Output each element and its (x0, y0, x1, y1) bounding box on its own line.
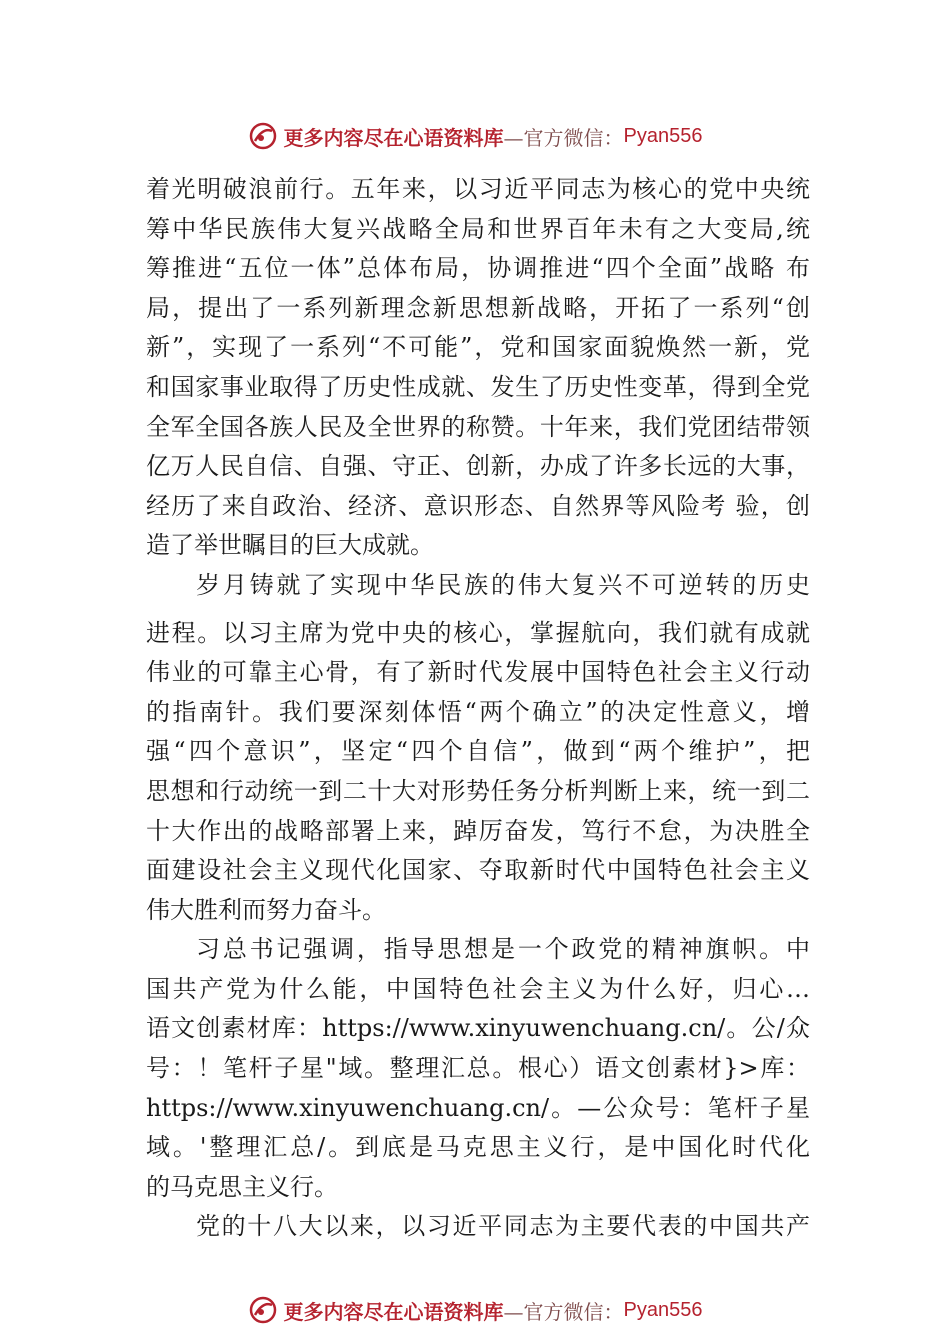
text-line: 的指南针。我们要深刻体悟“两个确立”的决定性意义，增 (146, 697, 810, 726)
text-line: 局，提出了一系列新理念新思想新战略，开拓了一系列“创 (146, 293, 810, 322)
header-banner-wechat-label: —官方微信： (503, 125, 624, 150)
text-line: 造了举世瞩目的巨大成就。 (146, 531, 434, 560)
text-line: 思想和行动统一到二十大对形势任务分析判断上来，统一到二 (146, 776, 810, 805)
text-line: 伟业的可靠主心骨，有了新时代发展中国特色社会主义行动 (146, 658, 810, 687)
text-line: 习总书记强调，指导思想是一个政党的精神旗帜。中 (196, 935, 810, 964)
text-line: 十大作出的战略部署上来，踔厉奋发，笃行不怠，为决胜全 (146, 816, 810, 845)
footer-banner-wechat-label: —官方微信： (503, 1299, 624, 1324)
text-line: 强“四个意识”，坚定“四个自信”，做到“两个维护”，把 (146, 737, 810, 766)
footer-banner-wechat-id: Pyan556 (623, 1298, 703, 1321)
text-line: 全军全国各族人民及全世界的称赞。十年来，我们党团结带领 (146, 412, 810, 441)
header-banner (0, 116, 950, 156)
text-line: 筹中华民族伟大复兴战略全局和世界百年未有之大变局,统 (146, 214, 810, 243)
text-line: 和国家事业取得了历史性成就、发生了历史性变革，得到全党 (146, 372, 810, 401)
footer-banner (0, 1290, 950, 1330)
text-line: 新”，实现了一系列“不可能”，党和国家面貌焕然一新，党 (146, 333, 810, 362)
text-line: 号：！笔杆子星"域。整理汇总。根心）语文创素材}>库： (146, 1054, 810, 1083)
text-line: 岁月铸就了实现中华民族的伟大复兴不可逆转的历史 (196, 570, 810, 599)
text-line: 筹推进“五位一体”总体布局，协调推进“四个全面”战略 布 (146, 254, 810, 283)
text-line: 的马克思主义行。 (146, 1172, 338, 1201)
header-banner-wechat-id: Pyan556 (623, 124, 703, 147)
logo-icon (248, 121, 278, 151)
footer-banner-title: 更多内容尽在心语资料库 (283, 1299, 504, 1324)
text-line: 面建设社会主义现代化国家、夺取新时代中国特色社会主义 (146, 856, 810, 885)
text-line: 经历了来自政治、经济、意识形态、自然界等风险考 验，创 (146, 491, 810, 520)
text-line: 国共产党为什么能，中国特色社会主义为什么好，归心… (146, 974, 810, 1003)
text-line: 着光明破浪前行。五年来，以习近平同志为核心的党中央统 (146, 175, 810, 203)
text-line: 亿万人民自信、自强、守正、创新，办成了许多长远的大事， (146, 452, 810, 481)
logo-icon (248, 1295, 278, 1325)
text-line: 党的十八大以来，以习近平同志为主要代表的中国共产 (196, 1212, 810, 1241)
header-banner-title: 更多内容尽在心语资料库 (283, 125, 504, 150)
text-line: 域。'整理汇总/。到底是马克思主义行，是中国化时代化 (146, 1133, 810, 1162)
text-line: 伟大胜利而努力奋斗。 (146, 895, 386, 924)
text-line: https://www.xinyuwenchuang.cn/。—公众号：笔杆子星 (146, 1093, 810, 1122)
text-line: 进程。以习主席为党中央的核心，掌握航向，我们就有成就 (146, 618, 810, 647)
text-line: 语文创素材库：https://www.xinyuwenchuang.cn/。公/众 (146, 1014, 810, 1043)
document-body (146, 170, 810, 1247)
